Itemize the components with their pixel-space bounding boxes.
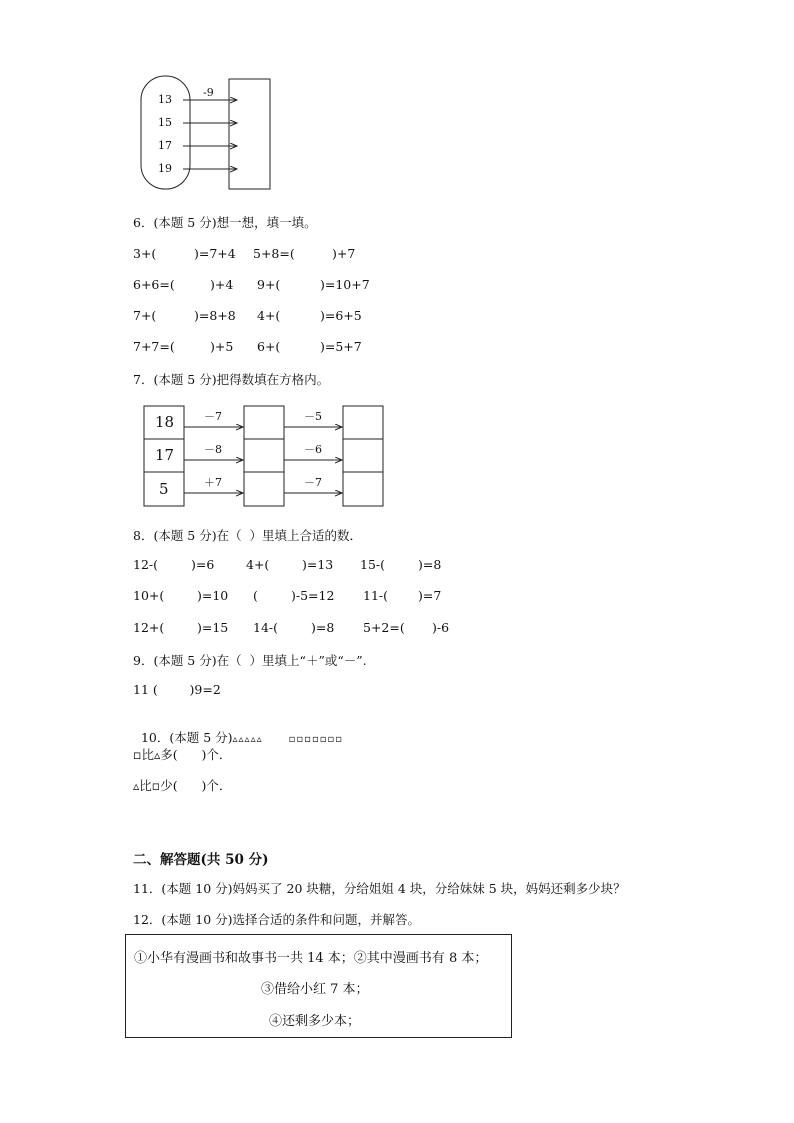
- q8-cell: 5+2=(: [363, 620, 405, 635]
- q8-cell: )=15: [197, 620, 229, 635]
- q7-answer-cell: [343, 406, 383, 439]
- q8-cell: )=6: [191, 557, 215, 572]
- q7-title: 7．(本题 5 分)把得数填在方格内。: [133, 372, 330, 387]
- q8-cell: )-5=12: [291, 588, 335, 603]
- q7-operator: －7: [304, 476, 322, 489]
- q7-answer-cell: [343, 439, 383, 472]
- q7-operator: －6: [304, 443, 322, 456]
- q8-cell: 12+(: [133, 620, 165, 635]
- q6-cell: )+7: [332, 246, 356, 261]
- q9-equation: 11 ( )9=2: [133, 682, 221, 697]
- q5-number: 19: [158, 162, 172, 175]
- q12-options-box: [125, 934, 512, 1038]
- q5-number: 15: [158, 116, 172, 129]
- q9-title: 9．(本题 5 分)在（ ）里填上“＋”或“－”.: [133, 653, 367, 668]
- q8-cell: 4+(: [246, 557, 270, 572]
- q7-operator: ＋7: [204, 476, 222, 489]
- q5-number: 17: [158, 139, 172, 152]
- q10-question-2: ▵比▫少( )个．: [133, 778, 232, 793]
- q10-title-line: [133, 713, 343, 746]
- q10-triangles: ▵▵▵▵▵: [232, 734, 263, 745]
- q8-cell: 15-(: [360, 557, 386, 572]
- q7-operator: －8: [204, 443, 222, 456]
- q10-title: 10．(本题 5 分): [140, 730, 233, 745]
- q7-start-value: 5: [159, 480, 169, 498]
- q12-option-1-2: ①小华有漫画书和故事书一共 14 本；②其中漫画书有 8 本；: [134, 951, 488, 966]
- q8-cell: )=8: [311, 620, 335, 635]
- q8-cell: 11-(: [363, 588, 389, 603]
- q6-cell: )+5: [210, 339, 234, 354]
- q6-cell: )=5+7: [320, 339, 362, 354]
- q10-squares: ▫▫▫▫▫▫▫: [288, 734, 344, 745]
- q8-cell: )-6: [432, 620, 450, 635]
- q5-number: 13: [158, 93, 172, 106]
- q6-cell: 7+7=(: [133, 339, 175, 354]
- q7-answer-cell: [244, 472, 284, 506]
- q6-title: 6．(本题 5 分)想一想，填一填。: [133, 215, 317, 230]
- q10-question-1: ▫比▵多( )个．: [133, 747, 232, 762]
- q6-cell: )=7+4: [194, 246, 236, 261]
- q11-text: 11．(本题 10 分)妈妈买了 20 块糖，分给姐姐 4 块，分给妹妹 5 块，妈妈还剩多少块？: [133, 881, 626, 896]
- q6-cell: 6+6=(: [133, 277, 175, 292]
- q6-cell: )=8+8: [194, 308, 236, 323]
- q7-operator: －7: [204, 410, 222, 423]
- q7-answer-cell: [244, 406, 284, 439]
- q7-start-value: 18: [155, 413, 175, 431]
- q6-cell: 7+(: [133, 308, 157, 323]
- q7-answer-cell: [244, 439, 284, 472]
- q6-cell: 4+(: [257, 308, 281, 323]
- q8-cell: 12-(: [133, 557, 159, 572]
- q6-cell: )=6+5: [320, 308, 362, 323]
- q6-cell: )+4: [210, 277, 234, 292]
- q6-cell: 6+(: [257, 339, 281, 354]
- q8-cell: 10+(: [133, 588, 165, 603]
- q7-answer-cell: [343, 472, 383, 506]
- q8-cell: )=10: [197, 588, 229, 603]
- q6-cell: 9+(: [257, 277, 281, 292]
- q12-option-4: ④还剩多少本；: [269, 1014, 361, 1029]
- q6-cell: 3+(: [133, 246, 157, 261]
- q8-title: 8．(本题 5 分)在（ ）里填上合适的数．: [133, 528, 363, 543]
- q7-start-value: 17: [155, 446, 175, 464]
- q8-cell: )=7: [418, 588, 442, 603]
- q8-cell: (: [253, 588, 258, 603]
- q8-cell: )=8: [418, 557, 442, 572]
- q7-operator: －5: [304, 410, 322, 423]
- q5-answer-box: [229, 79, 270, 189]
- section-heading: 二、解答题(共 50 分): [133, 852, 269, 868]
- q6-cell: )=10+7: [320, 277, 370, 292]
- q8-cell: 14-(: [253, 620, 279, 635]
- q12-option-3: ③借给小红 7 本；: [261, 982, 369, 997]
- q5-operator: -9: [203, 86, 214, 99]
- q12-title: 12．(本题 10 分)选择合适的条件和问题，并解答。: [133, 912, 421, 927]
- q8-cell: )=13: [302, 557, 334, 572]
- q6-cell: 5+8=(: [253, 246, 295, 261]
